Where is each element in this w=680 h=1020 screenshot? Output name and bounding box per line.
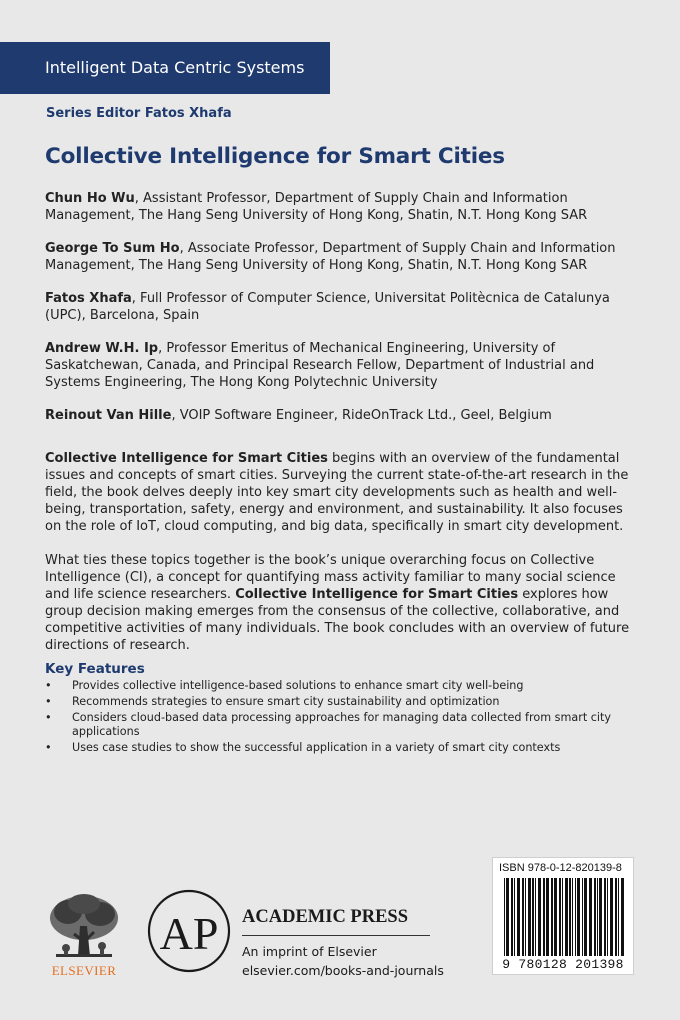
- description-title-bold: Collective Intelligence for Smart Cities: [45, 451, 328, 466]
- barcode-bar: [517, 878, 520, 956]
- barcode-bar: [532, 878, 534, 956]
- barcode-bar: [575, 878, 576, 956]
- barcode-bar: [615, 878, 617, 956]
- author-affiliation: , Professor Emeritus of Mechanical Engineering, University of Saskatchewan, Canada, and Principal Research Fellow, Department of Industrial and Systems Engineering, The Hong Kong Polytechnic University: [45, 341, 595, 390]
- academic-press-logo-icon: [146, 888, 232, 974]
- barcode-bar: [506, 878, 509, 956]
- barcode-bar: [569, 878, 571, 956]
- barcode-bar: [504, 878, 505, 956]
- description-text: begins with an overview of the fundamental issues and concepts of smart cities. Surveying the current state-of-the-art research in the field, the book delves deeply into key smart city developments such as health and well-being, transportation, safety, energy and environment, and sustainability. It also focuses on the role of IoT, cloud computing, and big data, specifically in smart city development.: [45, 451, 629, 534]
- barcode-bar: [565, 878, 568, 956]
- barcode-bar: [535, 878, 536, 956]
- barcode-bar: [562, 878, 563, 956]
- bullet-icon: •: [45, 695, 52, 708]
- barcode-bar: [554, 878, 557, 956]
- author-affiliation: , Full Professor of Computer Science, Universitat Politècnica de Catalunya (UPC), Barcelona, Spain: [45, 291, 610, 323]
- description-title-bold: Collective Intelligence for Smart Cities: [235, 587, 519, 602]
- key-feature-item: [45, 695, 635, 709]
- barcode-bar: [525, 878, 526, 956]
- isbn-label: ISBN 978-0-12-820139-8: [499, 862, 622, 874]
- author-name: Chun Ho Wu: [45, 191, 135, 206]
- series-name: Intelligent Data Centric Systems: [45, 58, 305, 77]
- elsevier-wordmark: ELSEVIER: [51, 963, 117, 978]
- key-feature-item: [45, 711, 635, 739]
- academic-press-name: ACADEMIC PRESS: [242, 907, 409, 927]
- barcode-bar: [543, 878, 545, 956]
- author-name: George To Sum Ho: [45, 241, 180, 256]
- barcode-bar: [589, 878, 592, 956]
- key-features-heading: Key Features: [45, 661, 145, 677]
- author-name: Andrew W.H. Ip: [45, 341, 159, 356]
- isbn-digits: 9 780128 201398: [502, 957, 624, 972]
- series-editor: Series Editor Fatos Xhafa: [46, 106, 232, 121]
- description-text: explores how group decision making emerges from the consensus of the collective, collaborative, and competitive activities of many individuals. The book concludes with an overview of future directions of research.: [45, 587, 630, 653]
- description-paragraph: [45, 552, 635, 654]
- barcode-bar: [511, 878, 513, 956]
- series-banner: [0, 42, 330, 94]
- bullet-icon: •: [45, 741, 52, 754]
- barcode-bar: [604, 878, 606, 956]
- barcode-bar: [572, 878, 573, 956]
- key-features-list: [45, 679, 635, 757]
- author-entry: [45, 340, 635, 391]
- barcode-bar: [551, 878, 553, 956]
- author-entry: [45, 240, 635, 274]
- author-entry: [45, 407, 635, 424]
- barcode-bar: [621, 878, 624, 956]
- barcode-bar: [546, 878, 549, 956]
- barcode-icon: [500, 878, 628, 956]
- author-list: [45, 190, 635, 440]
- barcode-bar: [559, 878, 561, 956]
- bullet-icon: •: [45, 679, 52, 692]
- author-entry: [45, 290, 635, 324]
- publisher-url: elsevier.com/books-and-journals: [242, 963, 444, 978]
- key-feature-item: [45, 679, 635, 693]
- barcode-bar: [538, 878, 541, 956]
- barcode-bar: [522, 878, 524, 956]
- barcode-bar: [607, 878, 608, 956]
- barcode-bar: [584, 878, 587, 956]
- key-feature-text: Provides collective intelligence-based solutions to enhance smart city well-being: [72, 679, 524, 692]
- barcode-bar: [618, 878, 619, 956]
- description-text: What ties these topics together is the book’s unique overarching focus on Collective Intelligence (CI), a concept for quantifying mass activity familiar to many social science and life science researchers.: [45, 553, 616, 602]
- book-title: Collective Intelligence for Smart Cities: [45, 144, 505, 169]
- key-feature-text: Uses case studies to show the successful application in a variety of smart city contexts: [72, 741, 561, 754]
- key-feature-item: [45, 741, 635, 755]
- ap-logo-letters: AP: [159, 908, 219, 959]
- author-name: Reinout Van Hille: [45, 408, 172, 423]
- imprint-line: An imprint of Elsevier: [242, 944, 377, 959]
- barcode-bar: [594, 878, 596, 956]
- barcode-bar: [528, 878, 531, 956]
- author-affiliation: , VOIP Software Engineer, RideOnTrack Ltd., Geel, Belgium: [171, 408, 552, 423]
- divider: [242, 935, 430, 936]
- barcode-bar: [610, 878, 613, 956]
- book-description: [45, 450, 635, 671]
- barcode-bar: [599, 878, 602, 956]
- isbn-barcode: [492, 857, 634, 975]
- barcode-bar: [514, 878, 515, 956]
- barcode-bar: [577, 878, 580, 956]
- author-name: Fatos Xhafa: [45, 291, 132, 306]
- key-feature-text: Recommends strategies to ensure smart city sustainability and optimization: [72, 695, 500, 708]
- key-feature-text: Considers cloud-based data processing approaches for managing data collected from smart city applications: [72, 711, 612, 738]
- author-affiliation: , Assistant Professor, Department of Supply Chain and Information Management, The Hang Seng University of Hong Kong, Shatin, N.T. Hong Kong SAR: [45, 191, 588, 223]
- barcode-bar: [582, 878, 583, 956]
- barcode-bar: [597, 878, 598, 956]
- description-paragraph: [45, 450, 635, 535]
- author-entry: [45, 190, 635, 224]
- bullet-icon: •: [45, 711, 52, 724]
- author-affiliation: , Associate Professor, Department of Supply Chain and Information Management, The Hang Seng University of Hong Kong, Shatin, N.T. Hong Kong SAR: [45, 241, 616, 273]
